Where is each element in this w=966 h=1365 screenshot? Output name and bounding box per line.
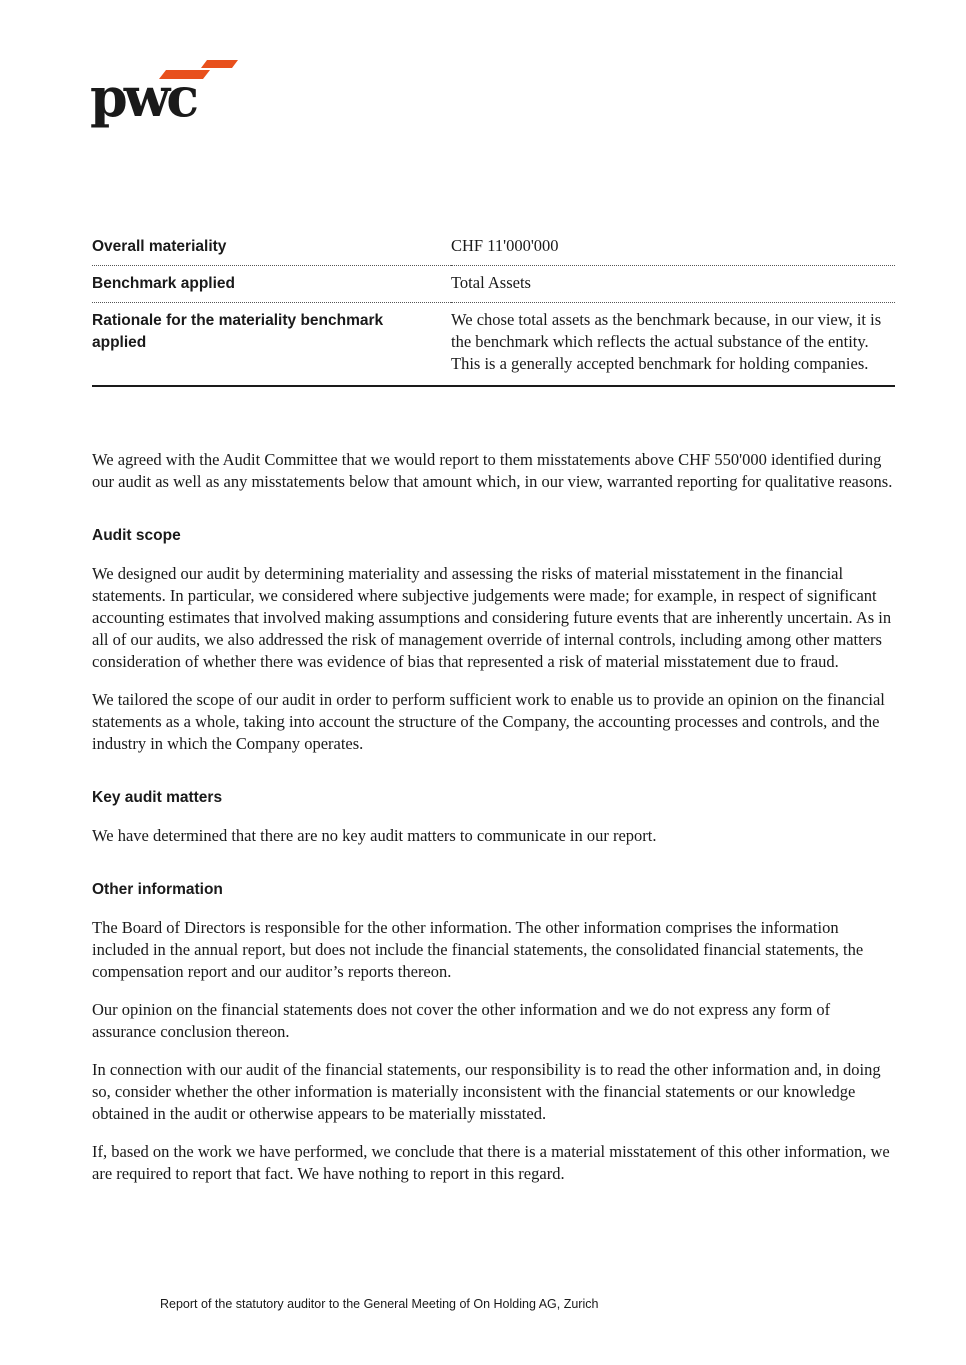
reporting-threshold-paragraph: We agreed with the Audit Committee that we would report to them misstatements above CHF 550'000 identified during our audit as well as any misstatements below that amount which, in our view, warranted reporting for qualitative reasons.: [92, 450, 893, 491]
pwc-logo: [90, 58, 240, 134]
table-row-benchmark-applied: [92, 266, 895, 303]
report-body: [92, 449, 898, 1201]
logo-wordmark: pwc: [90, 65, 196, 129]
audit-scope-heading: Audit scope: [92, 527, 181, 544]
other-information-paragraph-3: In connection with our audit of the financial statements, our responsibility is to read the other information and, in doing so, consider whether the other information is materially inconsistent with the financial statements or our knowledge obtained in the audit or otherwise appears to be materially misstated.: [92, 1060, 881, 1123]
rationale-value: We chose total assets as the benchmark because, in our view, it is the benchmark which reflects the actual substance of the entity. This is a generally accepted benchmark for holding companies.: [451, 310, 882, 373]
overall-materiality-value: CHF 11'000'000: [451, 236, 559, 255]
table-row-rationale: [92, 303, 895, 387]
benchmark-applied-value: Total Assets: [451, 273, 531, 292]
page-footer: Report of the statutory auditor to the General Meeting of On Holding AG, Zurich: [160, 1297, 599, 1311]
audit-scope-paragraph-1: We designed our audit by determining materiality and assessing the risks of material misstatement in the financial statements. In particular, we considered where subjective judgements were made; for example, in respect of significant accounting estimates that involved making assumptions and considering future events that are inherently uncertain. As in all of our audits, we also addressed the risk of management override of internal controls, including among other matters consideration of whether there was evidence of bias that represented a risk of material misstatement due to fraud.: [92, 564, 892, 671]
table-row-overall-materiality: [92, 229, 895, 266]
key-audit-matters-heading: Key audit matters: [92, 789, 223, 806]
other-information-paragraph-2: Our opinion on the financial statements does not cover the other information and we do not express any form of assurance conclusion thereon.: [92, 1000, 831, 1041]
benchmark-applied-label: Benchmark applied: [92, 275, 235, 292]
audit-scope-paragraph-2: We tailored the scope of our audit in order to perform sufficient work to enable us to provide an opinion on the financial statements as a whole, taking into account the structure of the Company, the accounting processes and controls, and the industry in which the Company operates.: [92, 690, 885, 753]
overall-materiality-label: Overall materiality: [92, 238, 227, 255]
other-information-heading: Other information: [92, 881, 223, 898]
other-information-paragraph-1: The Board of Directors is responsible for the other information. The other information comprises the information included in the annual report, but does not include the financial statements, the consolidated financial statements, the compensation report and our auditor’s reports thereon.: [92, 918, 864, 981]
logo-accent-bar-top: [201, 60, 238, 68]
other-information-paragraph-4: If, based on the work we have performed, we conclude that there is a material misstatement of this other information, we are required to report that fact. We have nothing to report in this regard.: [92, 1142, 890, 1183]
materiality-table: [92, 229, 895, 387]
key-audit-matters-paragraph: We have determined that there are no key audit matters to communicate in our report.: [92, 826, 657, 845]
rationale-label: Rationale for the materiality benchmark applied: [92, 312, 384, 351]
